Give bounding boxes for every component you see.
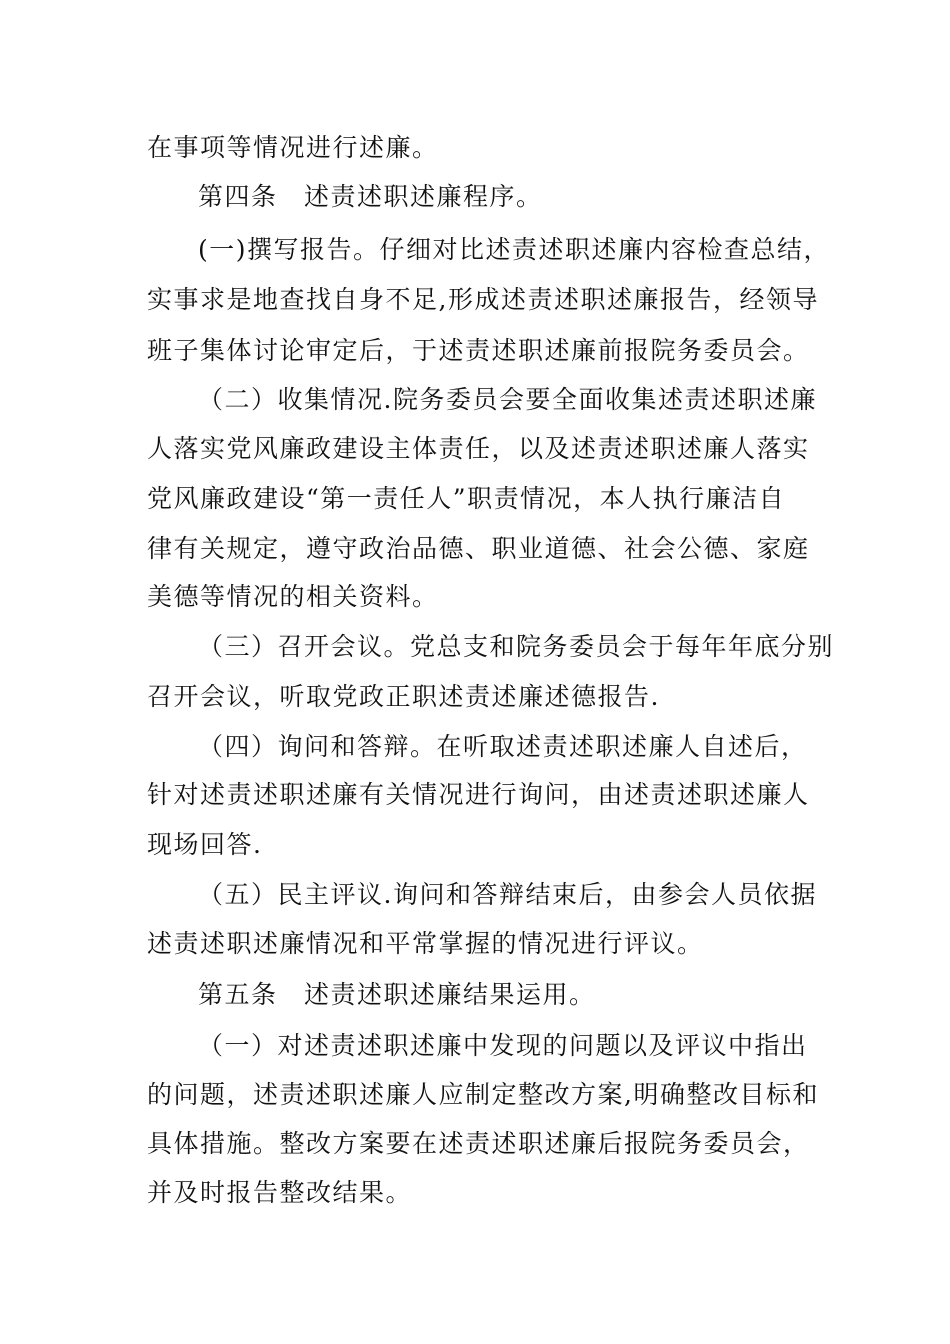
text-line: 具体措施。整改方案要在述责述职述廉后报院务委员会， <box>147 1129 810 1158</box>
text-line: （四）询问和答辩。在听取述责述职述廉人自述后， <box>198 732 808 761</box>
text-line: （二）收集情况.院务委员会要全面收集述责述职述廉 <box>198 385 817 414</box>
text-line: （三）召开会议。党总支和院务委员会于每年年底分别 <box>198 632 835 661</box>
text-line: 实事求是地查找自身不足,形成述责述职述廉报告，经领导 <box>147 285 819 314</box>
text-line: 述责述职述廉情况和平常掌握的情况进行评议。 <box>147 929 704 958</box>
text-line: 的问题，述责述职述廉人应制定整改方案,明确整改目标和 <box>147 1080 819 1109</box>
text-line: （一）对述责述职述廉中发现的问题以及评议中指出 <box>198 1031 808 1060</box>
text-line: 人落实党风廉政建设主体责任，以及述责述职述廉人落实 <box>147 434 810 463</box>
text-line: 班子集体讨论审定后，于述责述职述廉前报院务委员会。 <box>147 336 810 365</box>
text-line: （五）民主评议.询问和答辩结束后，由参会人员依据 <box>198 880 817 909</box>
text-line: (一)撰写报告。仔细对比述责述职述廉内容检查总结， <box>198 235 831 264</box>
article-heading: 第四条 述责述职述廉程序。 <box>198 182 543 211</box>
text-line: 现场回答. <box>147 830 263 859</box>
text-line: 在事项等情况进行述廉。 <box>147 133 439 162</box>
text-line: 并及时报告整改结果。 <box>147 1178 413 1207</box>
text-line: 针对述责述职述廉有关情况进行询问，由述责述职述廉人 <box>147 780 810 809</box>
article-heading: 第五条 述责述职述廉结果运用。 <box>198 980 596 1009</box>
text-line: 律有关规定，遵守政治品德、职业道德、社会公德、家庭 <box>147 534 810 563</box>
text-line: 党风廉政建设“第一责任人”职责情况，本人执行廉洁自 <box>147 484 786 513</box>
text-line: 召开会议，听取党政正职述责述廉述德报告. <box>147 682 660 711</box>
text-line: 美德等情况的相关资料。 <box>147 582 439 611</box>
